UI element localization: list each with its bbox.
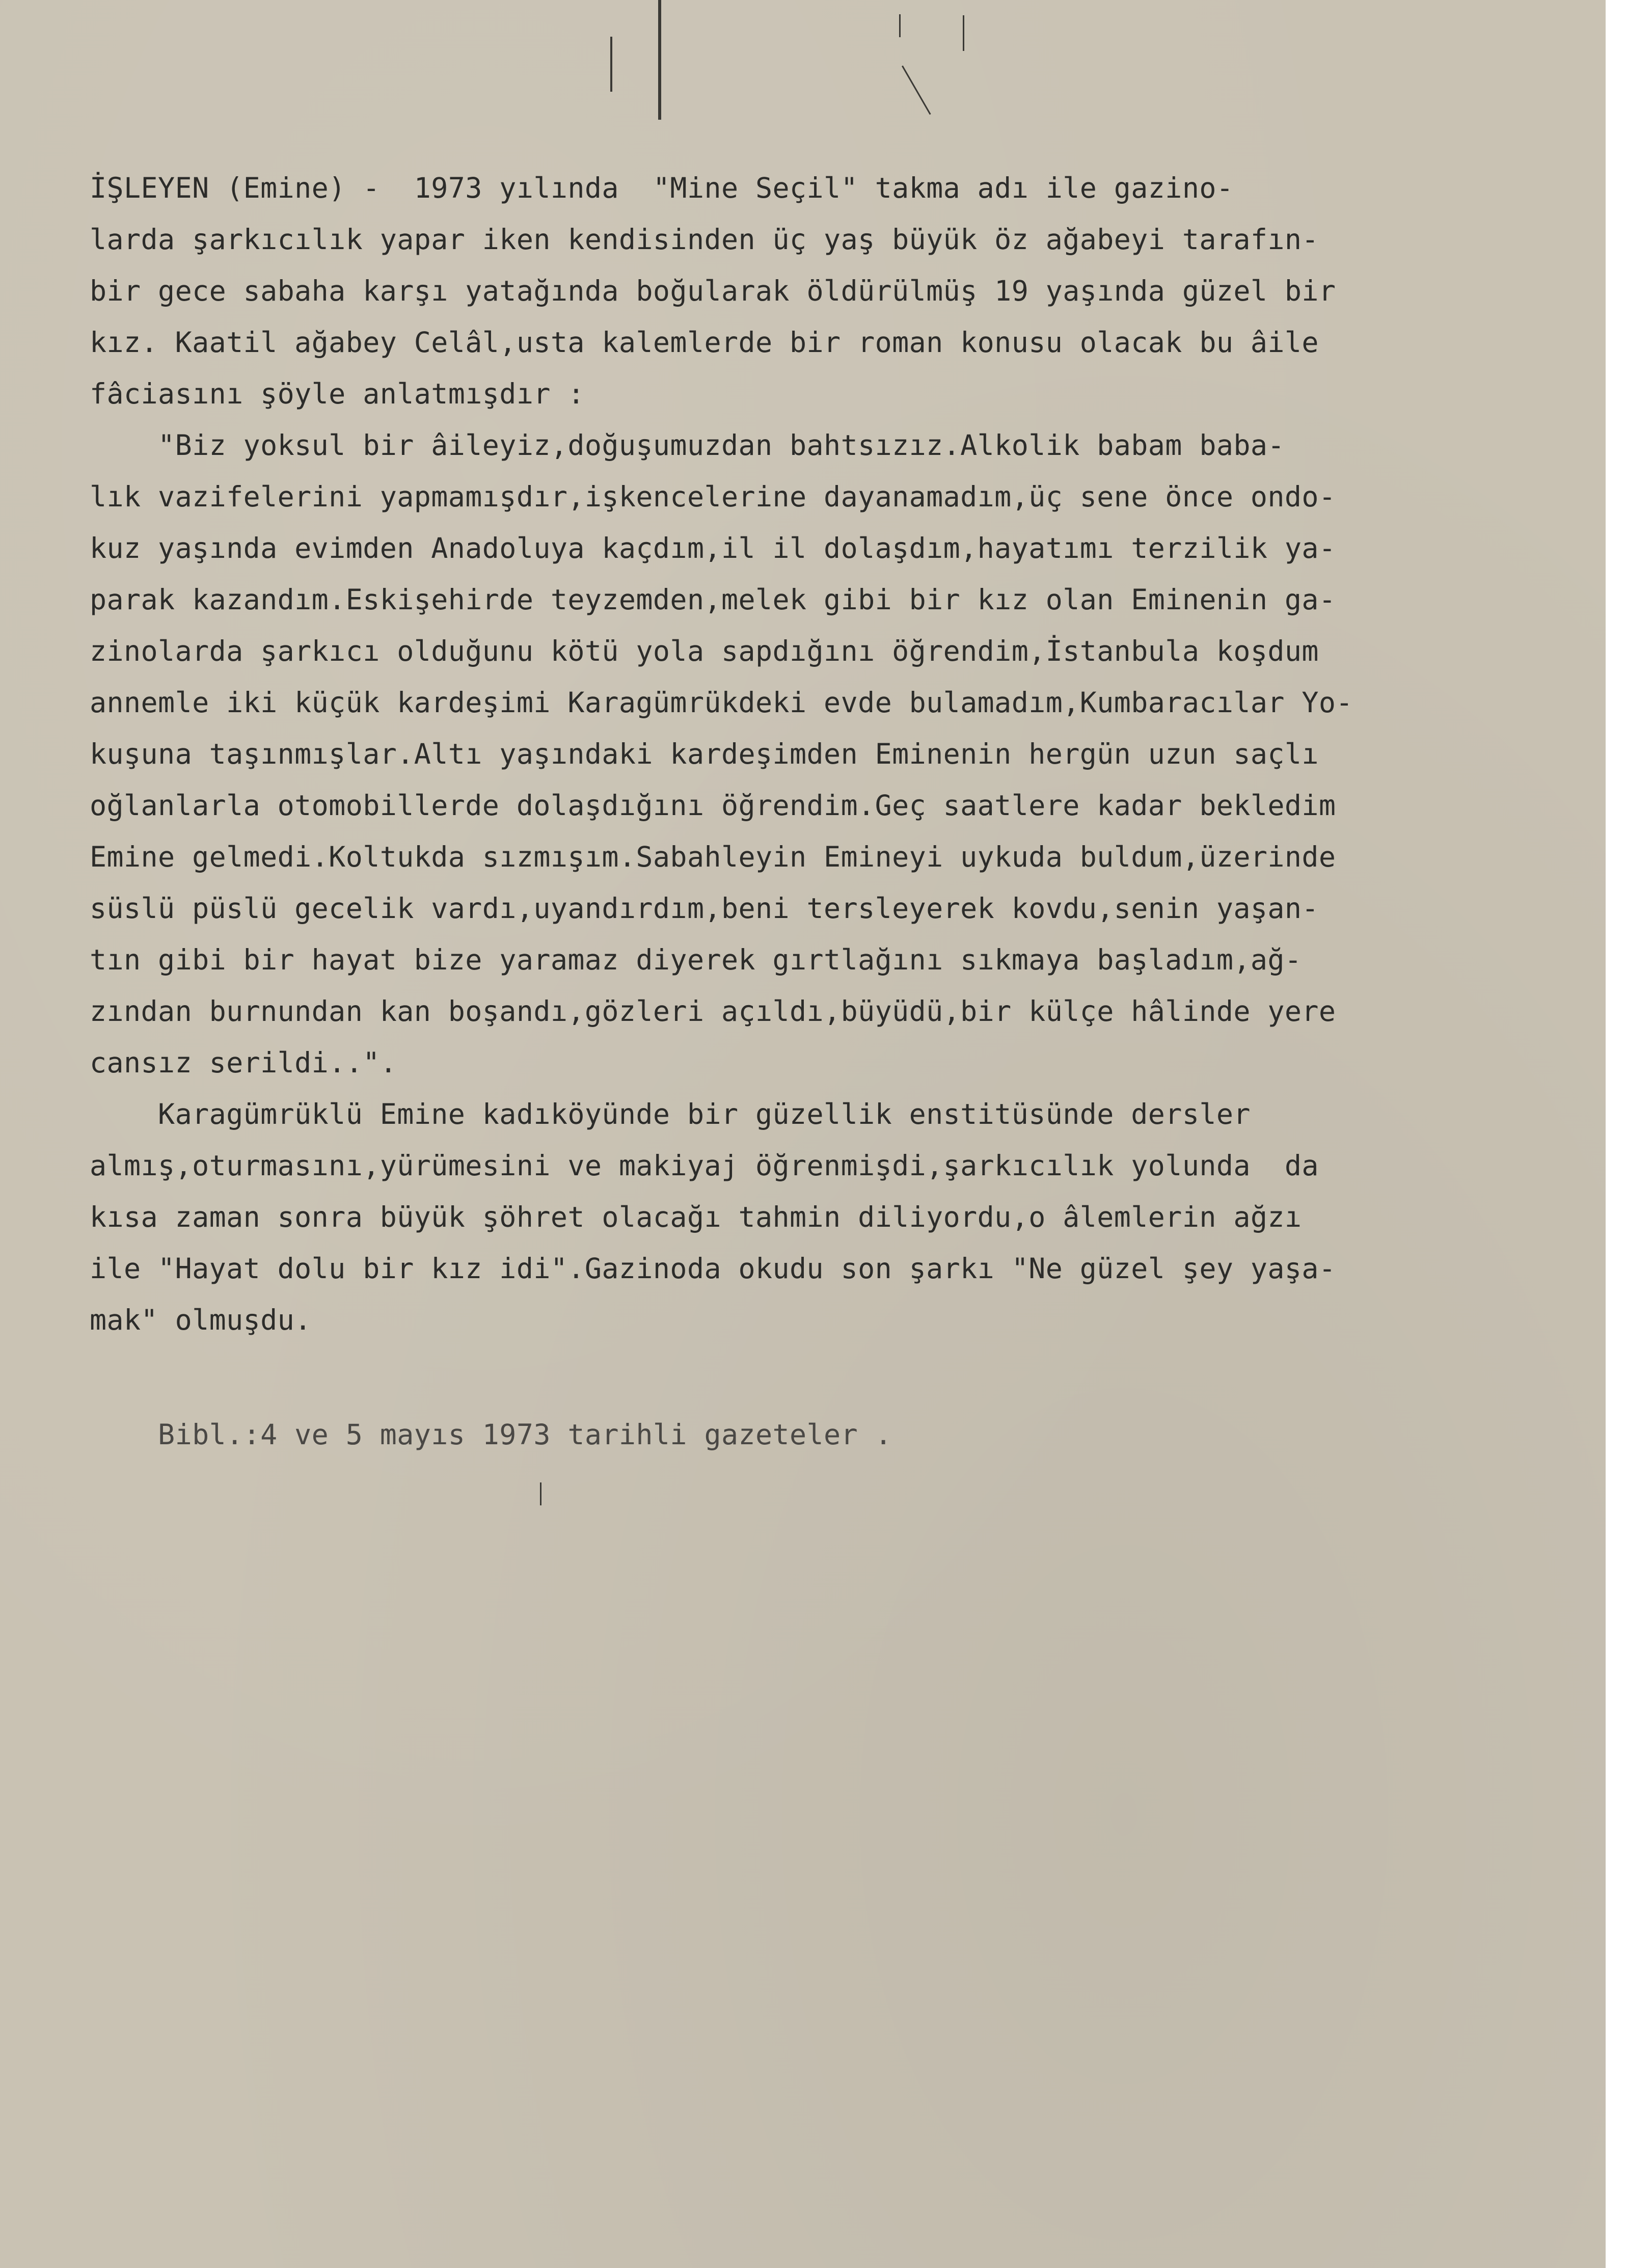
text-line: lık vazifelerini yapmamışdır,işkencelerine dayanamadım,üç sene önce ondo-	[90, 480, 1336, 513]
text-line: kız. Kaatil ağabey Celâl,usta kalemlerde bir roman konusu olacak bu âile	[90, 326, 1319, 359]
text-line: süslü püslü gecelik vardı,uyandırdım,beni tersleyerek kovdu,senin yaşan-	[90, 892, 1319, 925]
text-line: Karagümrüklü Emine kadıköyünde bir güzellik enstitüsünde dersler	[90, 1098, 1251, 1130]
text-line: mak" olmuşdu.	[90, 1304, 312, 1336]
text-line: kuşuna taşınmışlar.Altı yaşındaki kardeşimden Eminenin hergün uzun saçlı	[90, 738, 1319, 770]
text-line: cansız serildi..".	[90, 1046, 397, 1079]
text-line: Emine gelmedi.Koltukda sızmışım.Sabahleyin Emineyi uykuda buldum,üzerinde	[90, 841, 1336, 873]
text-line: ile "Hayat dolu bir kız idi".Gazinoda okudu son şarkı "Ne güzel şey yaşa-	[90, 1252, 1336, 1285]
text-line: zından burnundan kan boşandı,gözleri açıldı,büyüdü,bir külçe hâlinde yere	[90, 995, 1336, 1028]
text-line: annemle iki küçük kardeşimi Karagümrükdeki evde bulamadım,Kumbaracılar Yo-	[90, 686, 1353, 719]
pencil-mark	[902, 66, 931, 115]
bibliography-line: Bibl.:4 ve 5 mayıs 1973 tarihli gazeteler .	[90, 1418, 892, 1451]
text-line: "Biz yoksul bir âileyiz,doğuşumuzdan bahtsızız.Alkolik babam baba-	[90, 429, 1285, 462]
text-line: larda şarkıcılık yapar iken kendisinden üç yaş büyük öz ağabeyi tarafın-	[90, 223, 1319, 256]
text-line: fâciasını şöyle anlatmışdır :	[90, 377, 585, 410]
pencil-mark	[963, 15, 964, 51]
pencil-mark	[658, 0, 661, 120]
text-line: bir gece sabaha karşı yatağında boğularak öldürülmüş 19 yaşında güzel bir	[90, 275, 1336, 307]
text-line: İŞLEYEN (Emine) - 1973 yılında "Mine Seçil" takma adı ile gazino-	[90, 172, 1234, 204]
text-line: kısa zaman sonra büyük şöhret olacağı tahmin diliyordu,o âlemlerin ağzı	[90, 1201, 1302, 1233]
text-line: kuz yaşında evimden Anadoluya kaçdım,il il dolaşdım,hayatımı terzilik ya-	[90, 532, 1336, 564]
text-line: tın gibi bir hayat bize yaramaz diyerek gırtlağını sıkmaya başladım,ağ-	[90, 943, 1302, 976]
pencil-mark	[899, 14, 901, 37]
text-line: oğlanlarla otomobillerde dolaşdığını öğrendim.Geç saatlere kadar bekledim	[90, 789, 1336, 822]
text-line: almış,oturmasını,yürümesini ve makiyaj öğrenmişdi,şarkıcılık yolunda da	[90, 1149, 1319, 1182]
pencil-mark	[540, 1482, 541, 1505]
pencil-mark	[610, 37, 612, 92]
text-line: zinolarda şarkıcı olduğunu kötü yola sapdığını öğrendim,İstanbula koşdum	[90, 635, 1319, 667]
text-line: parak kazandım.Eskişehirde teyzemden,melek gibi bir kız olan Eminenin ga-	[90, 583, 1336, 616]
